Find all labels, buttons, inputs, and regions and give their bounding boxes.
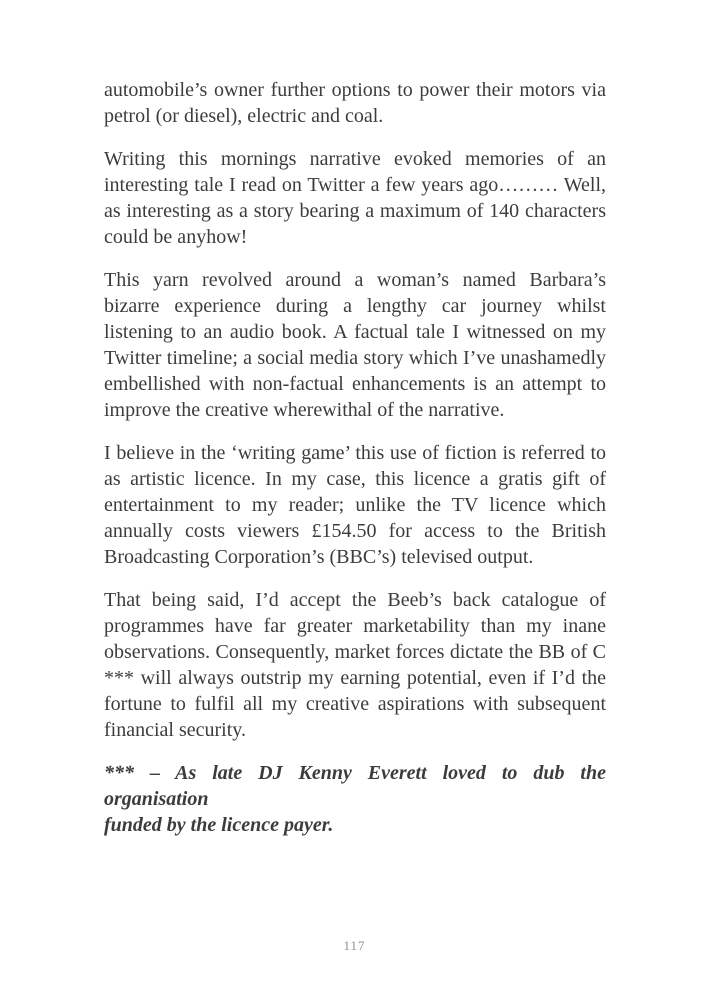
text-line: programmes have far greater marketability than my inane (104, 615, 606, 637)
body-paragraph (104, 440, 606, 570)
text-line: embellished with non-factual enhancements is an attempt to (104, 373, 606, 395)
body-paragraph (104, 267, 606, 423)
text-line: Writing this mornings narrative evoked memories of an (104, 148, 606, 170)
text-line: annually costs viewers £154.50 for access to the British (104, 520, 606, 542)
page-number: 117 (343, 938, 366, 953)
text-line: funded by the licence payer. (104, 814, 334, 836)
footnote-paragraph (104, 760, 606, 838)
text-line: automobile’s owner further options to power their motors via (104, 79, 606, 101)
text-line: *** will always outstrip my earning potential, even if I’d the (104, 667, 606, 689)
text-line: improve the creative wherewithal of the narrative. (104, 399, 505, 421)
text-line: as interesting as a story bearing a maximum of 140 characters (104, 200, 606, 222)
body-paragraph (104, 146, 606, 250)
text-line: Twitter timeline; a social media story which I’ve unashamedly (104, 347, 606, 369)
text-line: I believe in the ‘writing game’ this use of fiction is referred to (104, 442, 606, 464)
text-line: fortune to fulfil all my creative aspirations with subsequent (104, 693, 606, 715)
text-line: listening to an audio book. A factual tale I witnessed on my (104, 321, 606, 343)
text-line: observations. Consequently, market forces dictate the BB of C (104, 641, 606, 663)
text-line: *** – As late DJ Kenny Everett loved to dub the organisation (104, 762, 606, 810)
text-line: interesting tale I read on Twitter a few years ago……… Well, (104, 174, 606, 196)
text-line: petrol (or diesel), electric and coal. (104, 105, 384, 127)
text-line: bizarre experience during a lengthy car journey whilst (104, 295, 606, 317)
text-line: That being said, I’d accept the Beeb’s back catalogue of (104, 589, 606, 611)
text-line: Broadcasting Corporation’s (BBC’s) televised output. (104, 546, 534, 568)
text-line: This yarn revolved around a woman’s named Barbara’s (104, 269, 606, 291)
text-line: could be anyhow! (104, 226, 248, 248)
body-paragraph (104, 77, 606, 129)
text-line: as artistic licence. In my case, this licence a gratis gift of (104, 468, 606, 490)
page-body-text (104, 77, 606, 855)
text-line: financial security. (104, 719, 246, 741)
text-line: entertainment to my reader; unlike the TV licence which (104, 494, 606, 516)
body-paragraph (104, 587, 606, 743)
